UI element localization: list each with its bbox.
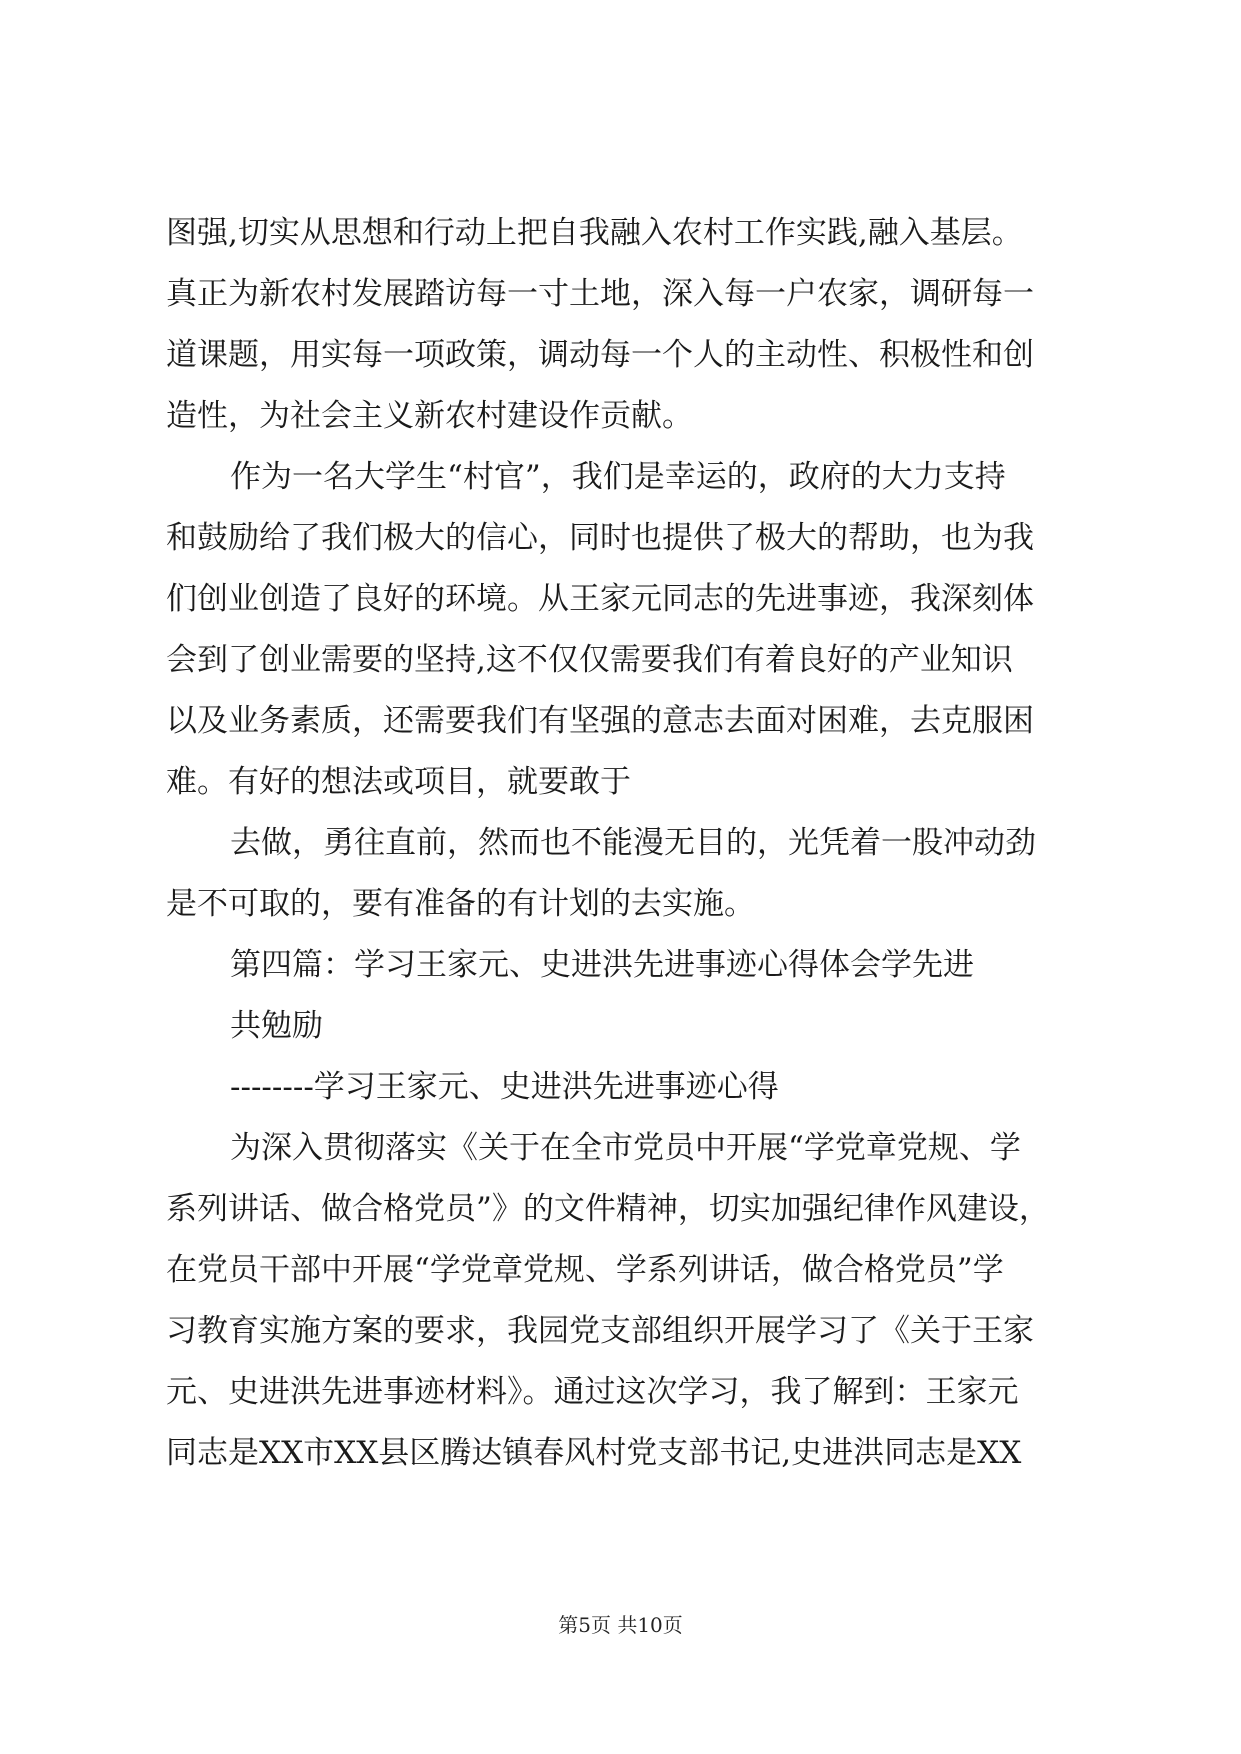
text-line: 同志是XX市XX县区腾达镇春风村党支部书记,史进洪同志是XX [166, 1435, 1022, 1471]
document-body [166, 203, 1086, 1484]
text-line: 们创业创造了良好的环境。从王家元同志的先进事迹，我深刻体 [166, 581, 1034, 617]
text-line: 在党员干部中开展“学党章党规、学系列讲话，做合格党员”学 [166, 1252, 1004, 1288]
section-heading-line: 共勉励 [230, 1008, 323, 1044]
text-line: 造性，为社会主义新农村建设作贡献。 [166, 398, 693, 434]
paragraph-start-line: 去做，勇往直前，然而也不能漫无目的，光凭着一股冲动劲 [230, 825, 1036, 861]
page-number-footer: 第5页 共10页 [558, 1613, 683, 1637]
paragraph-start-line: 作为一名大学生“村官”，我们是幸运的，政府的大力支持 [230, 459, 1006, 495]
text-line: 会到了创业需要的坚持,这不仅仅需要我们有着良好的产业知识 [166, 642, 1013, 678]
text-line: 是不可取的，要有准备的有计划的去实施。 [166, 886, 755, 922]
text-line: 元、史进洪先进事迹材料》。通过这次学习，我了解到：王家元 [166, 1374, 1019, 1410]
text-line: 习教育实施方案的要求，我园党支部组织开展学习了《关于王家 [166, 1313, 1034, 1349]
section-heading-line: 第四篇：学习王家元、史进洪先进事迹心得体会学先进 [230, 947, 974, 983]
subtitle-line: --------学习王家元、史进洪先进事迹心得 [230, 1069, 779, 1105]
paragraph-start-line: 为深入贯彻落实《关于在全市党员中开展“学党章党规、学 [230, 1130, 1021, 1166]
text-line: 和鼓励给了我们极大的信心，同时也提供了极大的帮助，也为我 [166, 520, 1034, 556]
text-line: 图强,切实从思想和行动上把自我融入农村工作实践,融入基层。 [166, 215, 1023, 251]
text-line: 以及业务素质，还需要我们有坚强的意志去面对困难，去克服困 [166, 703, 1034, 739]
text-line: 道课题，用实每一项政策，调动每一个人的主动性、积极性和创 [166, 337, 1034, 373]
text-line: 难。有好的想法或项目，就要敢于 [166, 764, 631, 800]
text-line: 真正为新农村发展踏访每一寸土地，深入每一户农家，调研每一 [166, 276, 1034, 312]
text-line: 系列讲话、做合格党员”》的文件精神，切实加强纪律作风建设， [166, 1191, 1050, 1227]
